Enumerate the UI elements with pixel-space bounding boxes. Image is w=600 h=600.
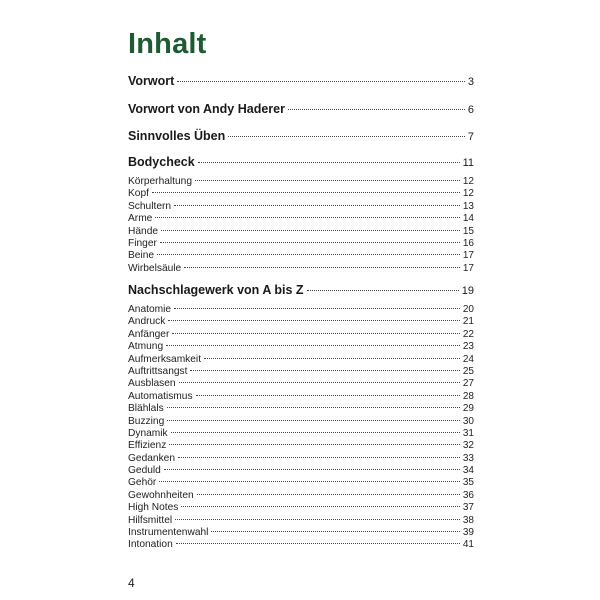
leader-dots (167, 406, 460, 408)
toc-subentry-label: Gehör (128, 477, 157, 489)
leader-dots (204, 357, 460, 359)
toc-entry-label: Nachschlagewerk von A bis Z (128, 283, 304, 297)
toc-subentry-label: Instrumentenwahl (128, 527, 209, 539)
toc-subentry-label: Hände (128, 225, 159, 237)
toc-subentry-label: Andruck (128, 316, 166, 328)
toc-subentry-page: 28 (462, 390, 474, 402)
toc-subentry-page: 34 (462, 465, 474, 477)
toc-entry[interactable] (128, 129, 474, 145)
toc-subentry-page: 35 (462, 477, 474, 489)
leader-dots (177, 80, 465, 82)
toc-subentry-label: Atmung (128, 341, 164, 353)
toc-subentry-label: Schultern (128, 200, 172, 212)
toc-subentry-label: Körperhaltung (128, 176, 193, 187)
toc-entry[interactable] (128, 102, 474, 118)
leader-dots (190, 369, 459, 371)
leader-dots (168, 319, 460, 321)
toc-subentry-label: Finger (128, 237, 157, 249)
leader-dots (160, 241, 460, 243)
toc-subentry-label: Geduld (128, 465, 161, 477)
toc-subentry-label: Gewohnheiten (128, 489, 194, 501)
toc-subentry-label: Arme (128, 213, 153, 225)
toc-subentry[interactable] (128, 477, 474, 489)
leader-dots (198, 161, 460, 163)
toc-subentry[interactable] (128, 403, 474, 415)
toc-subentry-label: Wirbelsäule (128, 262, 182, 274)
leader-dots (152, 191, 460, 193)
toc-subentry-page: 31 (462, 427, 474, 439)
toc-subentry-page: 39 (462, 527, 474, 539)
leader-dots (228, 135, 465, 137)
toc-subentry-page: 25 (462, 365, 474, 377)
leader-dots (169, 443, 460, 445)
toc-subentry[interactable] (128, 201, 474, 213)
toc-subentry-label: Gedanken (128, 452, 176, 464)
toc-entry-label: Bodycheck (128, 155, 195, 169)
toc-subentry-page: 32 (462, 440, 474, 452)
toc-subentry[interactable] (128, 304, 474, 316)
toc-subentry-page: 17 (462, 250, 474, 262)
leader-dots (179, 381, 460, 383)
leader-dots (166, 344, 460, 346)
toc-subentry[interactable] (128, 329, 474, 341)
toc-subentry-page: 15 (462, 225, 474, 237)
toc-subentry-label: Beine (128, 250, 155, 262)
toc-subentry-page: 23 (462, 341, 474, 353)
leader-dots (196, 394, 460, 396)
toc-subentry-page: 36 (462, 489, 474, 501)
leader-dots (161, 229, 460, 231)
leader-dots (197, 493, 460, 495)
toc-subentry[interactable] (128, 354, 474, 366)
toc-subentry[interactable] (128, 465, 474, 477)
toc-entry-page: 19 (461, 285, 474, 297)
toc-subentry-label: Dynamik (128, 427, 168, 439)
toc-subentry[interactable] (128, 176, 474, 188)
toc-entry[interactable] (128, 155, 474, 171)
toc-subentry-label: Auftrittsangst (128, 365, 188, 377)
toc-subentry[interactable] (128, 238, 474, 250)
toc-subentry[interactable] (128, 453, 474, 465)
leader-dots (164, 468, 460, 470)
toc-subentry-page: 20 (462, 304, 474, 315)
toc-subentry-label: Intonation (128, 539, 173, 551)
leader-dots (167, 419, 460, 421)
toc-subentry[interactable] (128, 440, 474, 452)
page-number: 4 (128, 576, 135, 590)
toc-subentry[interactable] (128, 416, 474, 428)
toc-subentry-label: Kopf (128, 188, 149, 200)
leader-dots (175, 518, 460, 520)
toc-subentry-label: Aufmerksamkeit (128, 353, 202, 365)
leader-dots (178, 456, 460, 458)
toc-subentry[interactable] (128, 490, 474, 502)
toc-subentry-label: High Notes (128, 502, 179, 514)
toc-subentry-page: 27 (462, 378, 474, 390)
toc-subentry[interactable] (128, 263, 474, 275)
toc-subentry[interactable] (128, 316, 474, 328)
toc-subentry[interactable] (128, 527, 474, 539)
toc-subentry[interactable] (128, 502, 474, 514)
toc-subentry-label: Hilfsmittel (128, 514, 173, 526)
toc-subentry-page: 12 (462, 176, 474, 187)
toc-subentry-page: 21 (462, 316, 474, 328)
toc-subentry[interactable] (128, 188, 474, 200)
leader-dots (155, 216, 460, 218)
toc-entry-label: Vorwort von Andy Haderer (128, 102, 285, 116)
leader-dots (157, 253, 460, 255)
toc-subentry-label: Effizienz (128, 440, 167, 452)
leader-dots (184, 266, 460, 268)
toc-subentry-page: 37 (462, 502, 474, 514)
toc-subentry-page: 22 (462, 328, 474, 340)
leader-dots (195, 179, 460, 181)
leader-dots (181, 505, 459, 507)
toc-subentry-page: 12 (462, 188, 474, 200)
toc-subentry-label: Ausblasen (128, 378, 176, 390)
toc-subentry-page: 33 (462, 452, 474, 464)
toc-entry-page: 6 (467, 104, 474, 116)
toc-subentry-label: Automatismus (128, 390, 193, 402)
toc-entry-label: Vorwort (128, 74, 175, 88)
toc-subentry-label: Buzzing (128, 415, 165, 427)
toc-subentry[interactable] (128, 391, 474, 403)
leader-dots (159, 480, 460, 482)
toc-subentry-label: Blählals (128, 403, 164, 415)
toc-subentry-page: 41 (462, 539, 474, 551)
leader-dots (211, 530, 459, 532)
toc-entry-label: Sinnvolles Üben (128, 129, 226, 143)
toc-subentry-page: 17 (462, 262, 474, 274)
toc-subentry[interactable] (128, 366, 474, 378)
leader-dots (176, 542, 460, 544)
toc-section-nachschlagewerk (128, 283, 474, 552)
leader-dots (172, 332, 460, 334)
toc-subentry[interactable] (128, 378, 474, 390)
page-title: Inhalt (128, 28, 207, 60)
toc-subentry-page: 13 (462, 200, 474, 212)
toc-subentry-page: 16 (462, 237, 474, 249)
leader-dots (174, 307, 460, 309)
toc-entry[interactable] (128, 74, 474, 90)
toc-subentry[interactable] (128, 226, 474, 238)
toc-subentry-page: 38 (462, 514, 474, 526)
toc-subentry[interactable] (128, 428, 474, 440)
toc-entry-page: 11 (462, 157, 474, 169)
toc-entry-page: 7 (467, 131, 474, 143)
toc-entry-page: 3 (467, 76, 474, 88)
toc-subentry[interactable] (128, 539, 474, 551)
leader-dots (171, 431, 460, 433)
toc-subentry-label: Anatomie (128, 304, 172, 315)
toc-entry[interactable] (128, 283, 474, 299)
leader-dots (307, 289, 459, 291)
toc-section-bodycheck (128, 155, 474, 275)
toc-subentry[interactable] (128, 213, 474, 225)
toc-subentry-page: 30 (462, 415, 474, 427)
toc-subentry[interactable] (128, 515, 474, 527)
leader-dots (288, 108, 465, 110)
toc-subentry-label: Anfänger (128, 328, 170, 340)
toc-subentry-page: 24 (462, 353, 474, 365)
toc-subentry-page: 29 (462, 403, 474, 415)
toc-subentry-page: 14 (462, 213, 474, 225)
toc-subentry[interactable] (128, 341, 474, 353)
leader-dots (174, 204, 460, 206)
toc-subentry[interactable] (128, 250, 474, 262)
